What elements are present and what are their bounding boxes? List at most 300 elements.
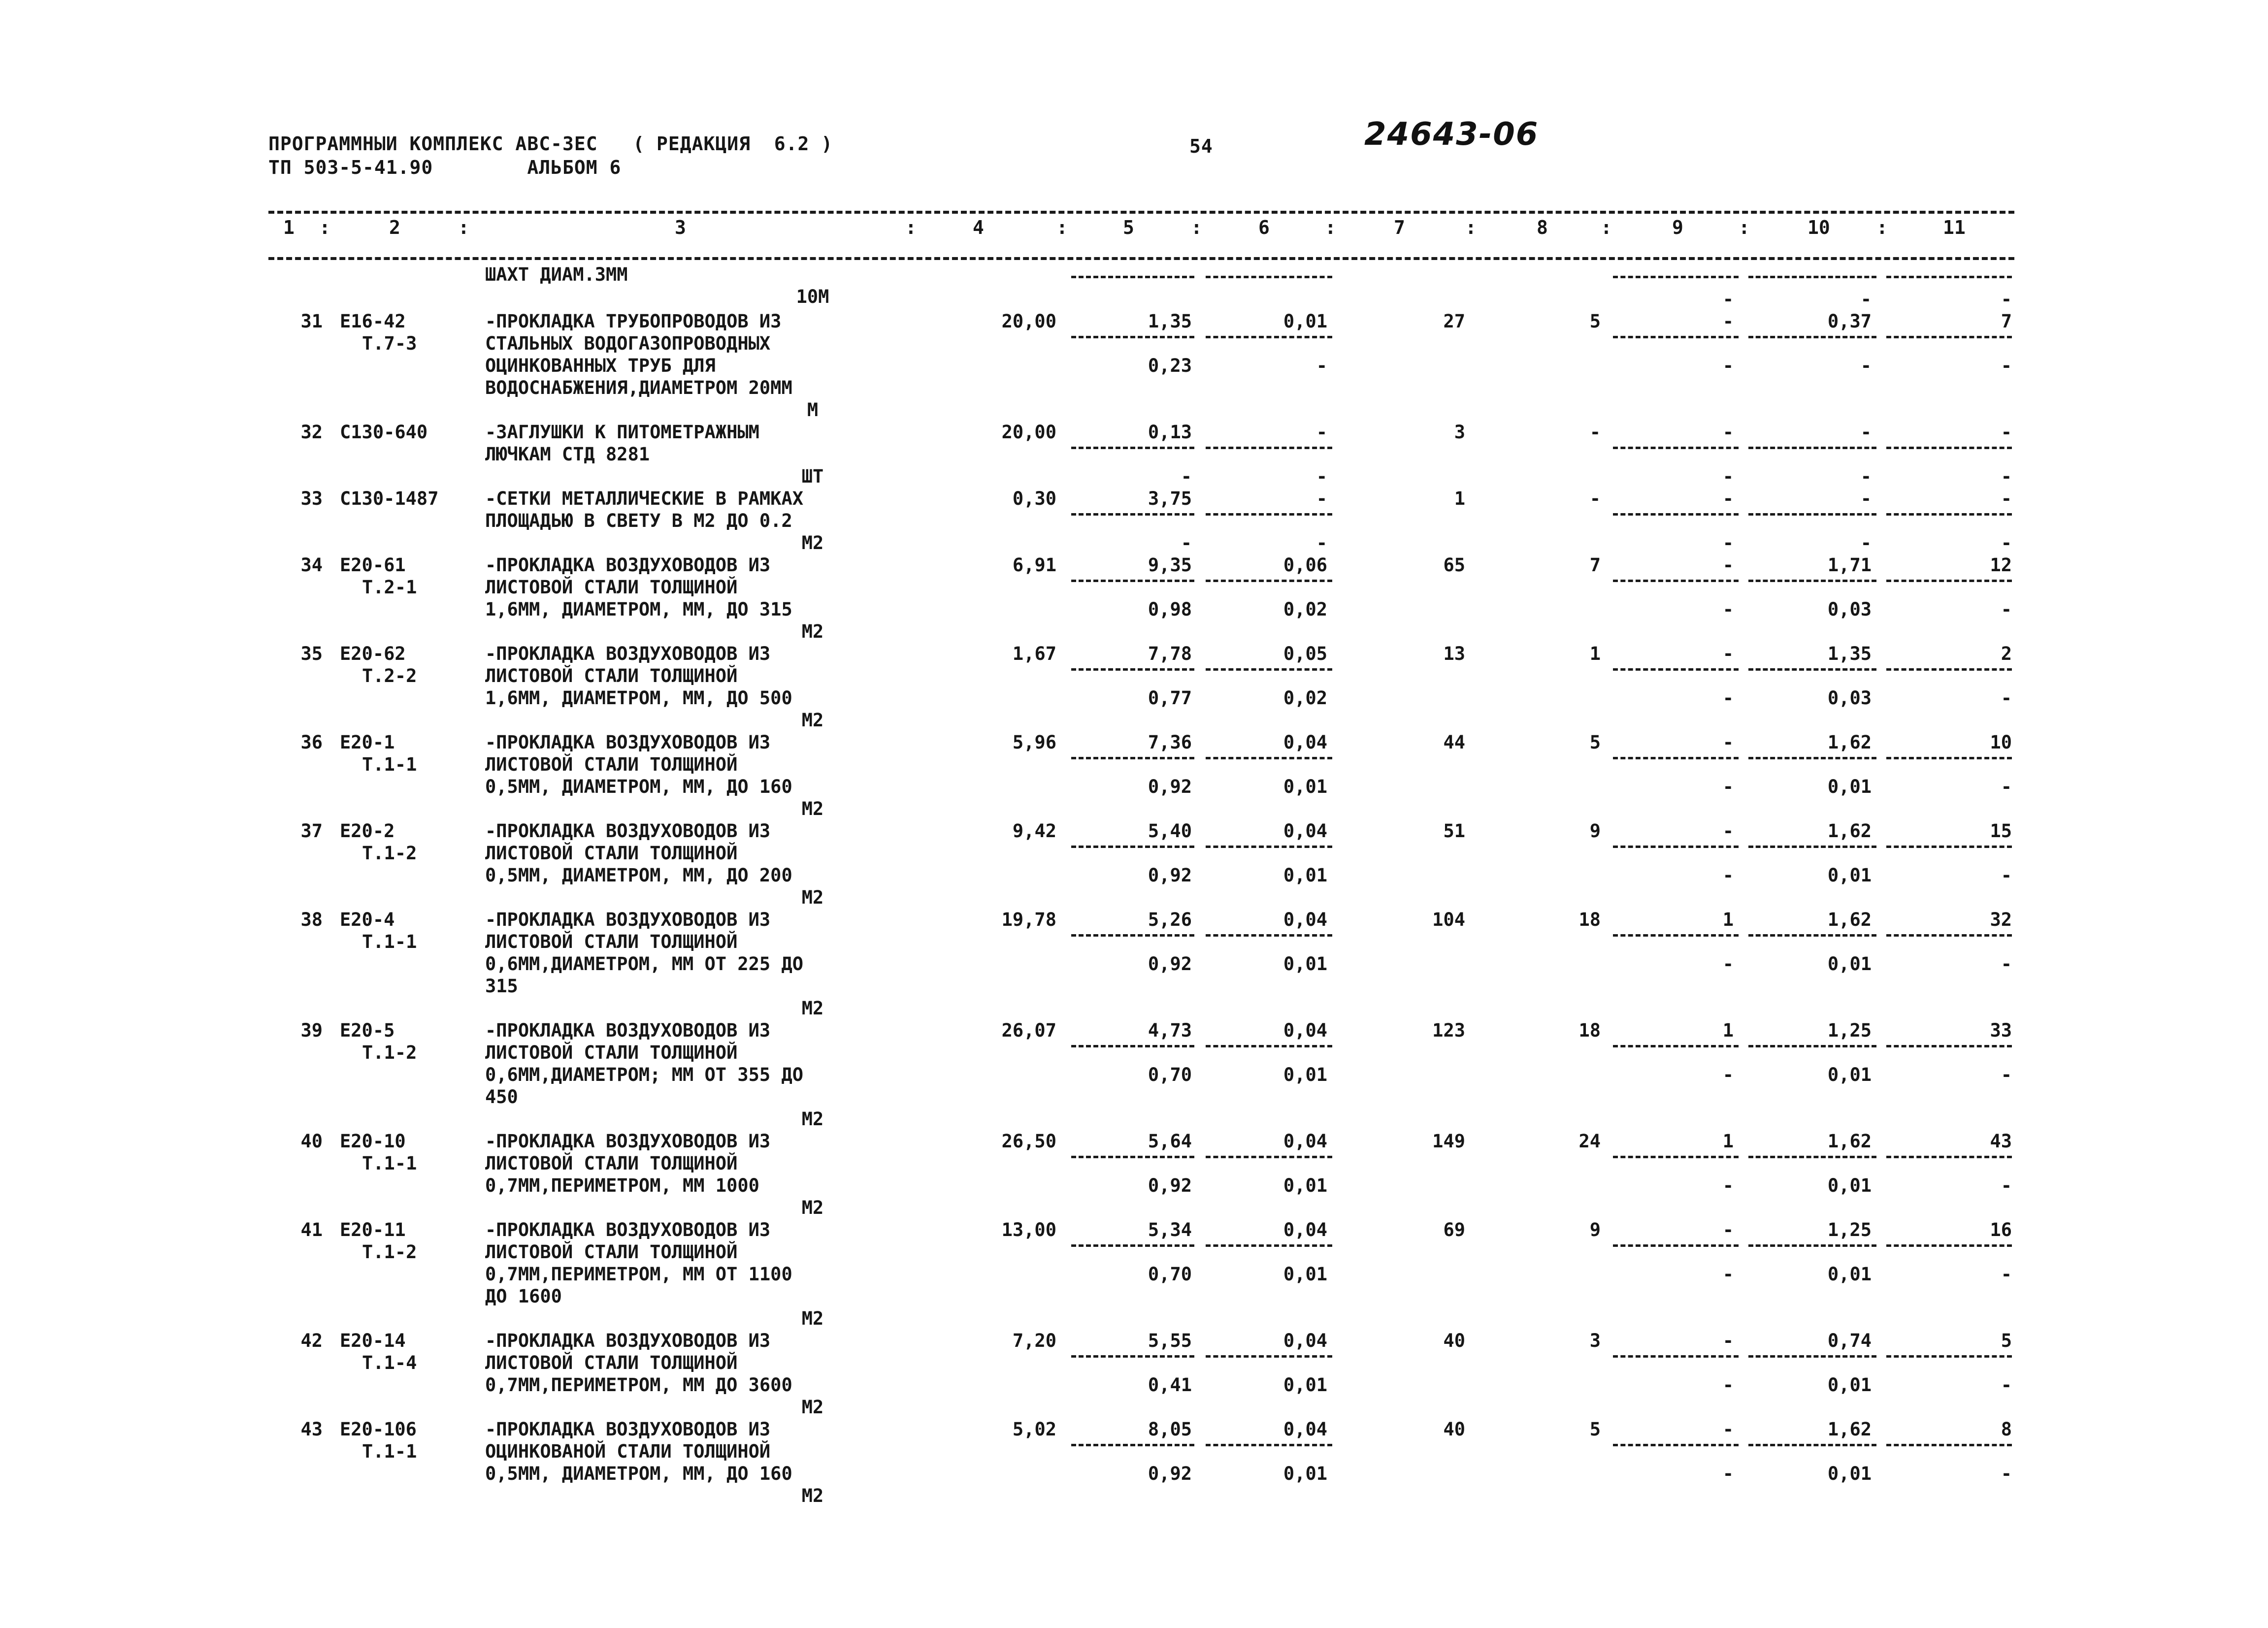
sep-c9 — [1613, 757, 1739, 759]
row-unit: М2 — [801, 1485, 824, 1506]
row-number: 38 — [300, 909, 323, 930]
row-col6: 0,04 — [1283, 1020, 1327, 1041]
row-col8: 9 — [1589, 1219, 1601, 1240]
row-col11: 2 — [2001, 643, 2012, 664]
sep-c6 — [1206, 668, 1332, 671]
row-number: 37 — [300, 820, 323, 842]
row-number: 35 — [300, 643, 323, 664]
row-unit: М2 — [801, 1197, 824, 1218]
col-num-7: 7 — [1394, 217, 1405, 238]
col-sep: : — [905, 217, 917, 238]
row-col9-dash: - — [1722, 311, 1734, 332]
row-col11-sub-dash: - — [2001, 1064, 2012, 1085]
sep-c10 — [1748, 846, 1876, 848]
sep-c6 — [1206, 846, 1332, 848]
sep-c10 — [1748, 1045, 1876, 1047]
row-col9-dash: - — [1722, 488, 1734, 509]
row-col11-sub-dash: - — [2001, 776, 2012, 797]
row-quantity: 5,02 — [1012, 1419, 1056, 1440]
row-col11-dash: - — [2001, 488, 2012, 509]
row-col10: 1,25 — [1827, 1219, 1872, 1240]
sep-c11 — [1886, 1355, 2012, 1358]
row-col6: 0,04 — [1283, 909, 1327, 930]
row-code: Е20-1 — [340, 732, 395, 753]
sep-c9 — [1613, 447, 1739, 449]
row-col11: 33 — [1990, 1020, 2012, 1041]
row-col5: 9,35 — [1148, 554, 1192, 576]
row-col9-dash: - — [1722, 643, 1734, 664]
row-col7: 27 — [1443, 311, 1465, 332]
sep-c9 — [1613, 513, 1739, 516]
row-quantity: 7,20 — [1012, 1330, 1056, 1351]
row-col8: 9 — [1589, 820, 1601, 842]
row-col10: 1,62 — [1827, 1131, 1872, 1152]
sep-c5 — [1071, 934, 1194, 937]
row-col8: 5 — [1589, 732, 1601, 753]
row-col9-dash: - — [1722, 820, 1734, 842]
sep-c11 — [1886, 580, 2012, 582]
col-num-1: 1 — [283, 217, 295, 238]
row-col10-dash: - — [1860, 488, 1872, 509]
row-col5-sub-dash: - — [1181, 466, 1192, 487]
row-col10-sub: 0,01 — [1827, 1463, 1872, 1484]
row-col10: 1,71 — [1827, 554, 1872, 576]
row-col7: 40 — [1443, 1419, 1465, 1440]
row-col6-sub: 0,01 — [1283, 1463, 1327, 1484]
sep-c5 — [1071, 668, 1194, 671]
row-col9-dash: - — [1722, 1219, 1734, 1240]
col-num-11: 11 — [1943, 217, 1966, 238]
sep-c10 — [1748, 513, 1876, 516]
sep-c9 — [1613, 336, 1739, 338]
col-num-2: 2 — [389, 217, 400, 238]
continuation-unit: 10М — [796, 286, 829, 307]
row-table-ref: Т.1-4 — [362, 1352, 417, 1373]
row-quantity: 9,42 — [1012, 820, 1056, 842]
row-col9: 1 — [1722, 1020, 1734, 1041]
row-col10: 0,37 — [1827, 311, 1872, 332]
row-col7: 1 — [1454, 488, 1465, 509]
row-col6-sub: 0,01 — [1283, 776, 1327, 797]
row-description-line: -ПРОКЛАДКА ВОЗДУХОВОДОВ ИЗ — [485, 1131, 771, 1152]
row-description-line: ЛИСТОВОЙ СТАЛИ ТОЛЩИНОЙ — [485, 754, 738, 775]
col-sep: : — [1739, 217, 1750, 238]
row-col9-dash: - — [1722, 1330, 1734, 1351]
col-num-6: 6 — [1258, 217, 1270, 238]
row-col5: 5,40 — [1148, 820, 1192, 842]
row-description-line: -ПРОКЛАДКА ТРУБОПРОВОДОВ ИЗ — [485, 311, 782, 332]
row-code: Е20-11 — [340, 1219, 406, 1240]
row-description-line: ДО 1600 — [485, 1286, 562, 1307]
row-col6-sub-dash: - — [1316, 532, 1327, 554]
row-description-line: ЛИСТОВОЙ СТАЛИ ТОЛЩИНОЙ — [485, 1153, 738, 1174]
row-col11: 32 — [1990, 909, 2012, 930]
row-col11-sub-dash: - — [2001, 355, 2012, 376]
row-col11-sub-dash: - — [2001, 1374, 2012, 1396]
sep-c10 — [1748, 668, 1876, 671]
sep-c11 — [1886, 447, 2012, 449]
row-col8: 18 — [1578, 909, 1601, 930]
row-col5: 7,78 — [1148, 643, 1192, 664]
row-description-line: ЛИСТОВОЙ СТАЛИ ТОЛЩИНОЙ — [485, 843, 738, 864]
row-col8: 24 — [1578, 1131, 1601, 1152]
row-col10: 1,25 — [1827, 1020, 1872, 1041]
row-col9-sub-dash: - — [1722, 532, 1734, 554]
row-col9-sub-dash: - — [1722, 355, 1734, 376]
row-col6: 0,04 — [1283, 1419, 1327, 1440]
row-table-ref: Т.1-2 — [362, 1241, 417, 1263]
row-code: Е20-4 — [340, 909, 395, 930]
row-col10-sub: 0,01 — [1827, 776, 1872, 797]
row-col10: 1,35 — [1827, 643, 1872, 664]
row-description-line: ЛИСТОВОЙ СТАЛИ ТОЛЩИНОЙ — [485, 1042, 738, 1063]
row-col10: 1,62 — [1827, 732, 1872, 753]
col-num-10: 10 — [1808, 217, 1830, 238]
sep-c11 — [1886, 1156, 2012, 1158]
sep-c9 — [1613, 1156, 1739, 1158]
sep-c6 — [1206, 336, 1332, 338]
row-col7: 3 — [1454, 422, 1465, 443]
row-table-ref: Т.2-1 — [362, 577, 417, 598]
row-col11-sub-dash: - — [2001, 599, 2012, 620]
row-description-line: ЛЮЧКАМ СТД 8281 — [485, 444, 650, 465]
row-description-line: -ПРОКЛАДКА ВОЗДУХОВОДОВ ИЗ — [485, 820, 771, 842]
row-col9-sub-dash: - — [1722, 1463, 1734, 1484]
continuation-text: ШАХТ ДИАМ.3ММ — [485, 264, 628, 285]
continuation-col9-dash: - — [1722, 289, 1734, 310]
row-unit: М2 — [801, 1308, 824, 1329]
sep-c11 — [1886, 1244, 2012, 1247]
row-col10-sub: 0,03 — [1827, 687, 1872, 709]
sep-c10 — [1748, 336, 1876, 338]
row-col7: 65 — [1443, 554, 1465, 576]
sep-c11 — [1886, 668, 2012, 671]
row-table-ref: Т.7-3 — [362, 333, 417, 354]
sep-c10 — [1748, 1444, 1876, 1446]
row-col9-sub-dash: - — [1722, 1264, 1734, 1285]
row-description-line: 0,5ММ, ДИАМЕТРОМ, ММ, ДО 160 — [485, 776, 792, 797]
row-description-line: -ПРОКЛАДКА ВОЗДУХОВОДОВ ИЗ — [485, 643, 771, 664]
sep-c10 — [1748, 934, 1876, 937]
row-col9-sub-dash: - — [1722, 466, 1734, 487]
col-num-5: 5 — [1123, 217, 1134, 238]
sep-c11 — [1886, 513, 2012, 516]
row-col10: 1,62 — [1827, 909, 1872, 930]
row-col10-sub: 0,03 — [1827, 599, 1872, 620]
sep-c6 — [1206, 934, 1332, 937]
row-description-line: ВОДОСНАБЖЕНИЯ,ДИАМЕТРОМ 20ММ — [485, 377, 792, 398]
row-col5: 7,36 — [1148, 732, 1192, 753]
row-description-line: ЛИСТОВОЙ СТАЛИ ТОЛЩИНОЙ — [485, 1241, 738, 1263]
row-col10: 1,62 — [1827, 1419, 1872, 1440]
row-number: 34 — [300, 554, 323, 576]
row-col10: 1,62 — [1827, 820, 1872, 842]
row-code: С130-1487 — [340, 488, 439, 509]
sep-c9 — [1613, 1244, 1739, 1247]
sep-c9 — [1613, 1355, 1739, 1358]
row-col9-sub-dash: - — [1722, 1175, 1734, 1196]
row-description-line: 0,7ММ,ПЕРИМЕТРОМ, ММ ДО 3600 — [485, 1374, 792, 1396]
row-quantity: 20,00 — [1001, 311, 1056, 332]
col-sep: : — [1601, 217, 1612, 238]
row-col6-sub: 0,01 — [1283, 1374, 1327, 1396]
header-program-line: ПРОГРАММНЫИ КОМПЛЕКС АВС-3ЕС ( РЕДАКЦИЯ 6.2 ) — [268, 133, 833, 155]
row-quantity: 19,78 — [1001, 909, 1056, 930]
row-code: С130-640 — [340, 422, 428, 443]
col-num-3: 3 — [675, 217, 686, 238]
row-col5: 0,13 — [1148, 422, 1192, 443]
col-sep: : — [319, 217, 330, 238]
row-col9-sub-dash: - — [1722, 599, 1734, 620]
row-col5-sub: 0,98 — [1148, 599, 1192, 620]
sep-c5 — [1071, 1244, 1194, 1247]
sep-c10 — [1748, 1156, 1876, 1158]
row-number: 31 — [300, 311, 323, 332]
row-col5-sub: 0,92 — [1148, 1463, 1192, 1484]
row-col9-dash: - — [1722, 732, 1734, 753]
row-code: Е20-10 — [340, 1131, 406, 1152]
row-col9-dash: - — [1722, 554, 1734, 576]
col-sep: : — [1191, 217, 1202, 238]
row-col11: 43 — [1990, 1131, 2012, 1152]
row-col11-sub-dash: - — [2001, 466, 2012, 487]
sep-c5 — [1071, 757, 1194, 759]
sep-c6 — [1206, 580, 1332, 582]
row-col6-dash: - — [1316, 488, 1327, 509]
row-col9-sub-dash: - — [1722, 776, 1734, 797]
row-col5-sub: 0,23 — [1148, 355, 1192, 376]
sep-c9 — [1613, 668, 1739, 671]
row-col10-sub-dash: - — [1860, 355, 1872, 376]
row-col8-dash: - — [1589, 422, 1601, 443]
row-description-line: ЛИСТОВОЙ СТАЛИ ТОЛЩИНОЙ — [485, 1352, 738, 1373]
sep-c11 — [1886, 757, 2012, 759]
row-number: 40 — [300, 1131, 323, 1152]
sep-c10 — [1748, 1355, 1876, 1358]
row-col11-sub-dash: - — [2001, 532, 2012, 554]
row-col7: 104 — [1432, 909, 1465, 930]
row-col10-sub: 0,01 — [1827, 953, 1872, 975]
col-sep: : — [1056, 217, 1068, 238]
row-description-line: ОЦИНКОВАННЫХ ТРУБ ДЛЯ — [485, 355, 716, 376]
row-col8: 3 — [1589, 1330, 1601, 1351]
row-unit: М2 — [801, 887, 824, 908]
row-col11: 7 — [2001, 311, 2012, 332]
row-description-line: 0,6ММ,ДИАМЕТРОМ; ММ ОТ 355 ДО — [485, 1064, 804, 1085]
sep-c6 — [1206, 757, 1332, 759]
row-code: Е20-106 — [340, 1419, 417, 1440]
row-col5: 5,26 — [1148, 909, 1192, 930]
row-col8-dash: - — [1589, 488, 1601, 509]
row-unit: М — [807, 399, 819, 421]
row-col6: 0,04 — [1283, 820, 1327, 842]
row-unit: М2 — [801, 621, 824, 642]
row-col5-sub: 0,92 — [1148, 865, 1192, 886]
row-quantity: 6,91 — [1012, 554, 1056, 576]
row-col8: 5 — [1589, 1419, 1601, 1440]
row-col11-sub-dash: - — [2001, 1264, 2012, 1285]
row-col7: 149 — [1432, 1131, 1465, 1152]
row-col5-sub: 0,92 — [1148, 1175, 1192, 1196]
row-col6-sub-dash: - — [1316, 355, 1327, 376]
row-table-ref: Т.1-1 — [362, 754, 417, 775]
sep-c5 — [1071, 276, 1194, 278]
sep-c6 — [1206, 276, 1332, 278]
row-col10-sub: 0,01 — [1827, 1064, 1872, 1085]
row-col5-sub: 0,92 — [1148, 776, 1192, 797]
row-description-line: -ПРОКЛАДКА ВОЗДУХОВОДОВ ИЗ — [485, 1219, 771, 1240]
sep-c11 — [1886, 846, 2012, 848]
row-description-line: ЛИСТОВОЙ СТАЛИ ТОЛЩИНОЙ — [485, 577, 738, 598]
row-col5-sub-dash: - — [1181, 532, 1192, 554]
row-quantity: 5,96 — [1012, 732, 1056, 753]
sep-c11 — [1886, 1444, 2012, 1446]
row-col11-sub-dash: - — [2001, 953, 2012, 975]
sep-c11 — [1886, 276, 2012, 278]
row-col9-dash: - — [1722, 1419, 1734, 1440]
row-col5: 1,35 — [1148, 311, 1192, 332]
row-col6-sub: 0,02 — [1283, 687, 1327, 709]
handwritten-code: 24643-06 — [1364, 116, 1539, 153]
row-col6: 0,05 — [1283, 643, 1327, 664]
row-code: Е16-42 — [340, 311, 406, 332]
row-description-line: СТАЛЬНЫХ ВОДОГАЗОПРОВОДНЫХ — [485, 333, 771, 354]
row-col11-sub-dash: - — [2001, 687, 2012, 709]
row-col6: 0,01 — [1283, 311, 1327, 332]
sep-c9 — [1613, 580, 1739, 582]
row-col5: 5,64 — [1148, 1131, 1192, 1152]
row-code: Е20-14 — [340, 1330, 406, 1351]
row-col10-sub-dash: - — [1860, 466, 1872, 487]
row-unit: М2 — [801, 798, 824, 819]
row-col8: 7 — [1589, 554, 1601, 576]
sep-c6 — [1206, 513, 1332, 516]
sep-c5 — [1071, 1355, 1194, 1358]
col-sep: : — [1325, 217, 1336, 238]
row-col10-sub-dash: - — [1860, 532, 1872, 554]
sep-c5 — [1071, 336, 1194, 338]
row-col7: 51 — [1443, 820, 1465, 842]
sep-c6 — [1206, 1156, 1332, 1158]
row-unit: М2 — [801, 1108, 824, 1130]
sep-c6 — [1206, 1244, 1332, 1247]
row-col11: 16 — [1990, 1219, 2012, 1240]
row-description-line: 450 — [485, 1086, 518, 1107]
continuation-col11-dash: - — [2001, 289, 2012, 310]
row-quantity: 0,30 — [1012, 488, 1056, 509]
row-col11: 15 — [1990, 820, 2012, 842]
row-col5: 8,05 — [1148, 1419, 1192, 1440]
row-description-line: 1,6ММ, ДИАМЕТРОМ, ММ, ДО 315 — [485, 599, 792, 620]
row-unit: М2 — [801, 710, 824, 731]
row-col11: 5 — [2001, 1330, 2012, 1351]
row-description-line: -ПРОКЛАДКА ВОЗДУХОВОДОВ ИЗ — [485, 1020, 771, 1041]
row-table-ref: Т.1-2 — [362, 843, 417, 864]
row-col9-sub-dash: - — [1722, 865, 1734, 886]
row-col5-sub: 0,77 — [1148, 687, 1192, 709]
row-col6-dash: - — [1316, 422, 1327, 443]
row-col11-sub-dash: - — [2001, 1175, 2012, 1196]
row-number: 42 — [300, 1330, 323, 1351]
row-col10-sub: 0,01 — [1827, 1264, 1872, 1285]
row-col9-sub-dash: - — [1722, 1064, 1734, 1085]
row-col11: 10 — [1990, 732, 2012, 753]
row-col6-sub: 0,01 — [1283, 1264, 1327, 1285]
row-col9: 1 — [1722, 909, 1734, 930]
row-col5-sub: 0,92 — [1148, 953, 1192, 975]
sep-c5 — [1071, 1156, 1194, 1158]
sep-c6 — [1206, 447, 1332, 449]
row-col5-sub: 0,70 — [1148, 1064, 1192, 1085]
sep-c9 — [1613, 1444, 1739, 1446]
col-num-9: 9 — [1672, 217, 1683, 238]
row-col6-sub: 0,01 — [1283, 865, 1327, 886]
row-quantity: 26,07 — [1001, 1020, 1056, 1041]
row-description-line: -ПРОКЛАДКА ВОЗДУХОВОДОВ ИЗ — [485, 1419, 771, 1440]
sep-c10 — [1748, 580, 1876, 582]
row-description-line: 0,6ММ,ДИАМЕТРОМ, ММ ОТ 225 ДО — [485, 953, 804, 975]
row-col7: 44 — [1443, 732, 1465, 753]
row-col6: 0,04 — [1283, 1131, 1327, 1152]
row-col7: 40 — [1443, 1330, 1465, 1351]
row-number: 32 — [300, 422, 323, 443]
row-col9: 1 — [1722, 1131, 1734, 1152]
sep-c9 — [1613, 1045, 1739, 1047]
row-description-line: -ПРОКЛАДКА ВОЗДУХОВОДОВ ИЗ — [485, 732, 771, 753]
sep-c11 — [1886, 934, 2012, 937]
sep-c5 — [1071, 846, 1194, 848]
row-col8: 18 — [1578, 1020, 1601, 1041]
row-description-line: 0,7ММ,ПЕРИМЕТРОМ, ММ ОТ 1100 — [485, 1264, 792, 1285]
row-col6: 0,04 — [1283, 732, 1327, 753]
row-number: 36 — [300, 732, 323, 753]
row-table-ref: Т.1-2 — [362, 1042, 417, 1063]
row-col5: 5,34 — [1148, 1219, 1192, 1240]
row-col5: 5,55 — [1148, 1330, 1192, 1351]
col-sep: : — [1876, 217, 1888, 238]
row-description-line: ЛИСТОВОЙ СТАЛИ ТОЛЩИНОЙ — [485, 665, 738, 686]
row-description-line: ОЦИНКОВАНОЙ СТАЛИ ТОЛЩИНОЙ — [485, 1441, 771, 1462]
col-sep: : — [1465, 217, 1477, 238]
row-quantity: 13,00 — [1001, 1219, 1056, 1240]
row-description-line: 1,6ММ, ДИАМЕТРОМ, ММ, ДО 500 — [485, 687, 792, 709]
row-col9-dash: - — [1722, 422, 1734, 443]
row-col7: 123 — [1432, 1020, 1465, 1041]
sep-c5 — [1071, 1444, 1194, 1446]
row-col5-sub: 0,41 — [1148, 1374, 1192, 1396]
sep-c5 — [1071, 580, 1194, 582]
sep-c11 — [1886, 336, 2012, 338]
row-table-ref: Т.1-1 — [362, 1441, 417, 1462]
sep-c6 — [1206, 1355, 1332, 1358]
row-table-ref: Т.2-2 — [362, 665, 417, 686]
row-description-line: ЛИСТОВОЙ СТАЛИ ТОЛЩИНОЙ — [485, 931, 738, 952]
row-description-line: -ПРОКЛАДКА ВОЗДУХОВОДОВ ИЗ — [485, 554, 771, 576]
row-col6: 0,04 — [1283, 1330, 1327, 1351]
row-col11-sub-dash: - — [2001, 865, 2012, 886]
sep-c5 — [1071, 447, 1194, 449]
row-col6: 0,06 — [1283, 554, 1327, 576]
row-code: Е20-61 — [340, 554, 406, 576]
sep-c10 — [1748, 1244, 1876, 1247]
row-unit: М2 — [801, 998, 824, 1019]
row-col6-sub: 0,01 — [1283, 1175, 1327, 1196]
row-description-line: -ПРОКЛАДКА ВОЗДУХОВОДОВ ИЗ — [485, 909, 771, 930]
row-col6-sub: 0,02 — [1283, 599, 1327, 620]
row-description-line: ПЛОЩАДЬЮ В СВЕТУ В М2 ДО 0.2 — [485, 510, 792, 531]
row-col9-sub-dash: - — [1722, 687, 1734, 709]
row-code: Е20-62 — [340, 643, 406, 664]
